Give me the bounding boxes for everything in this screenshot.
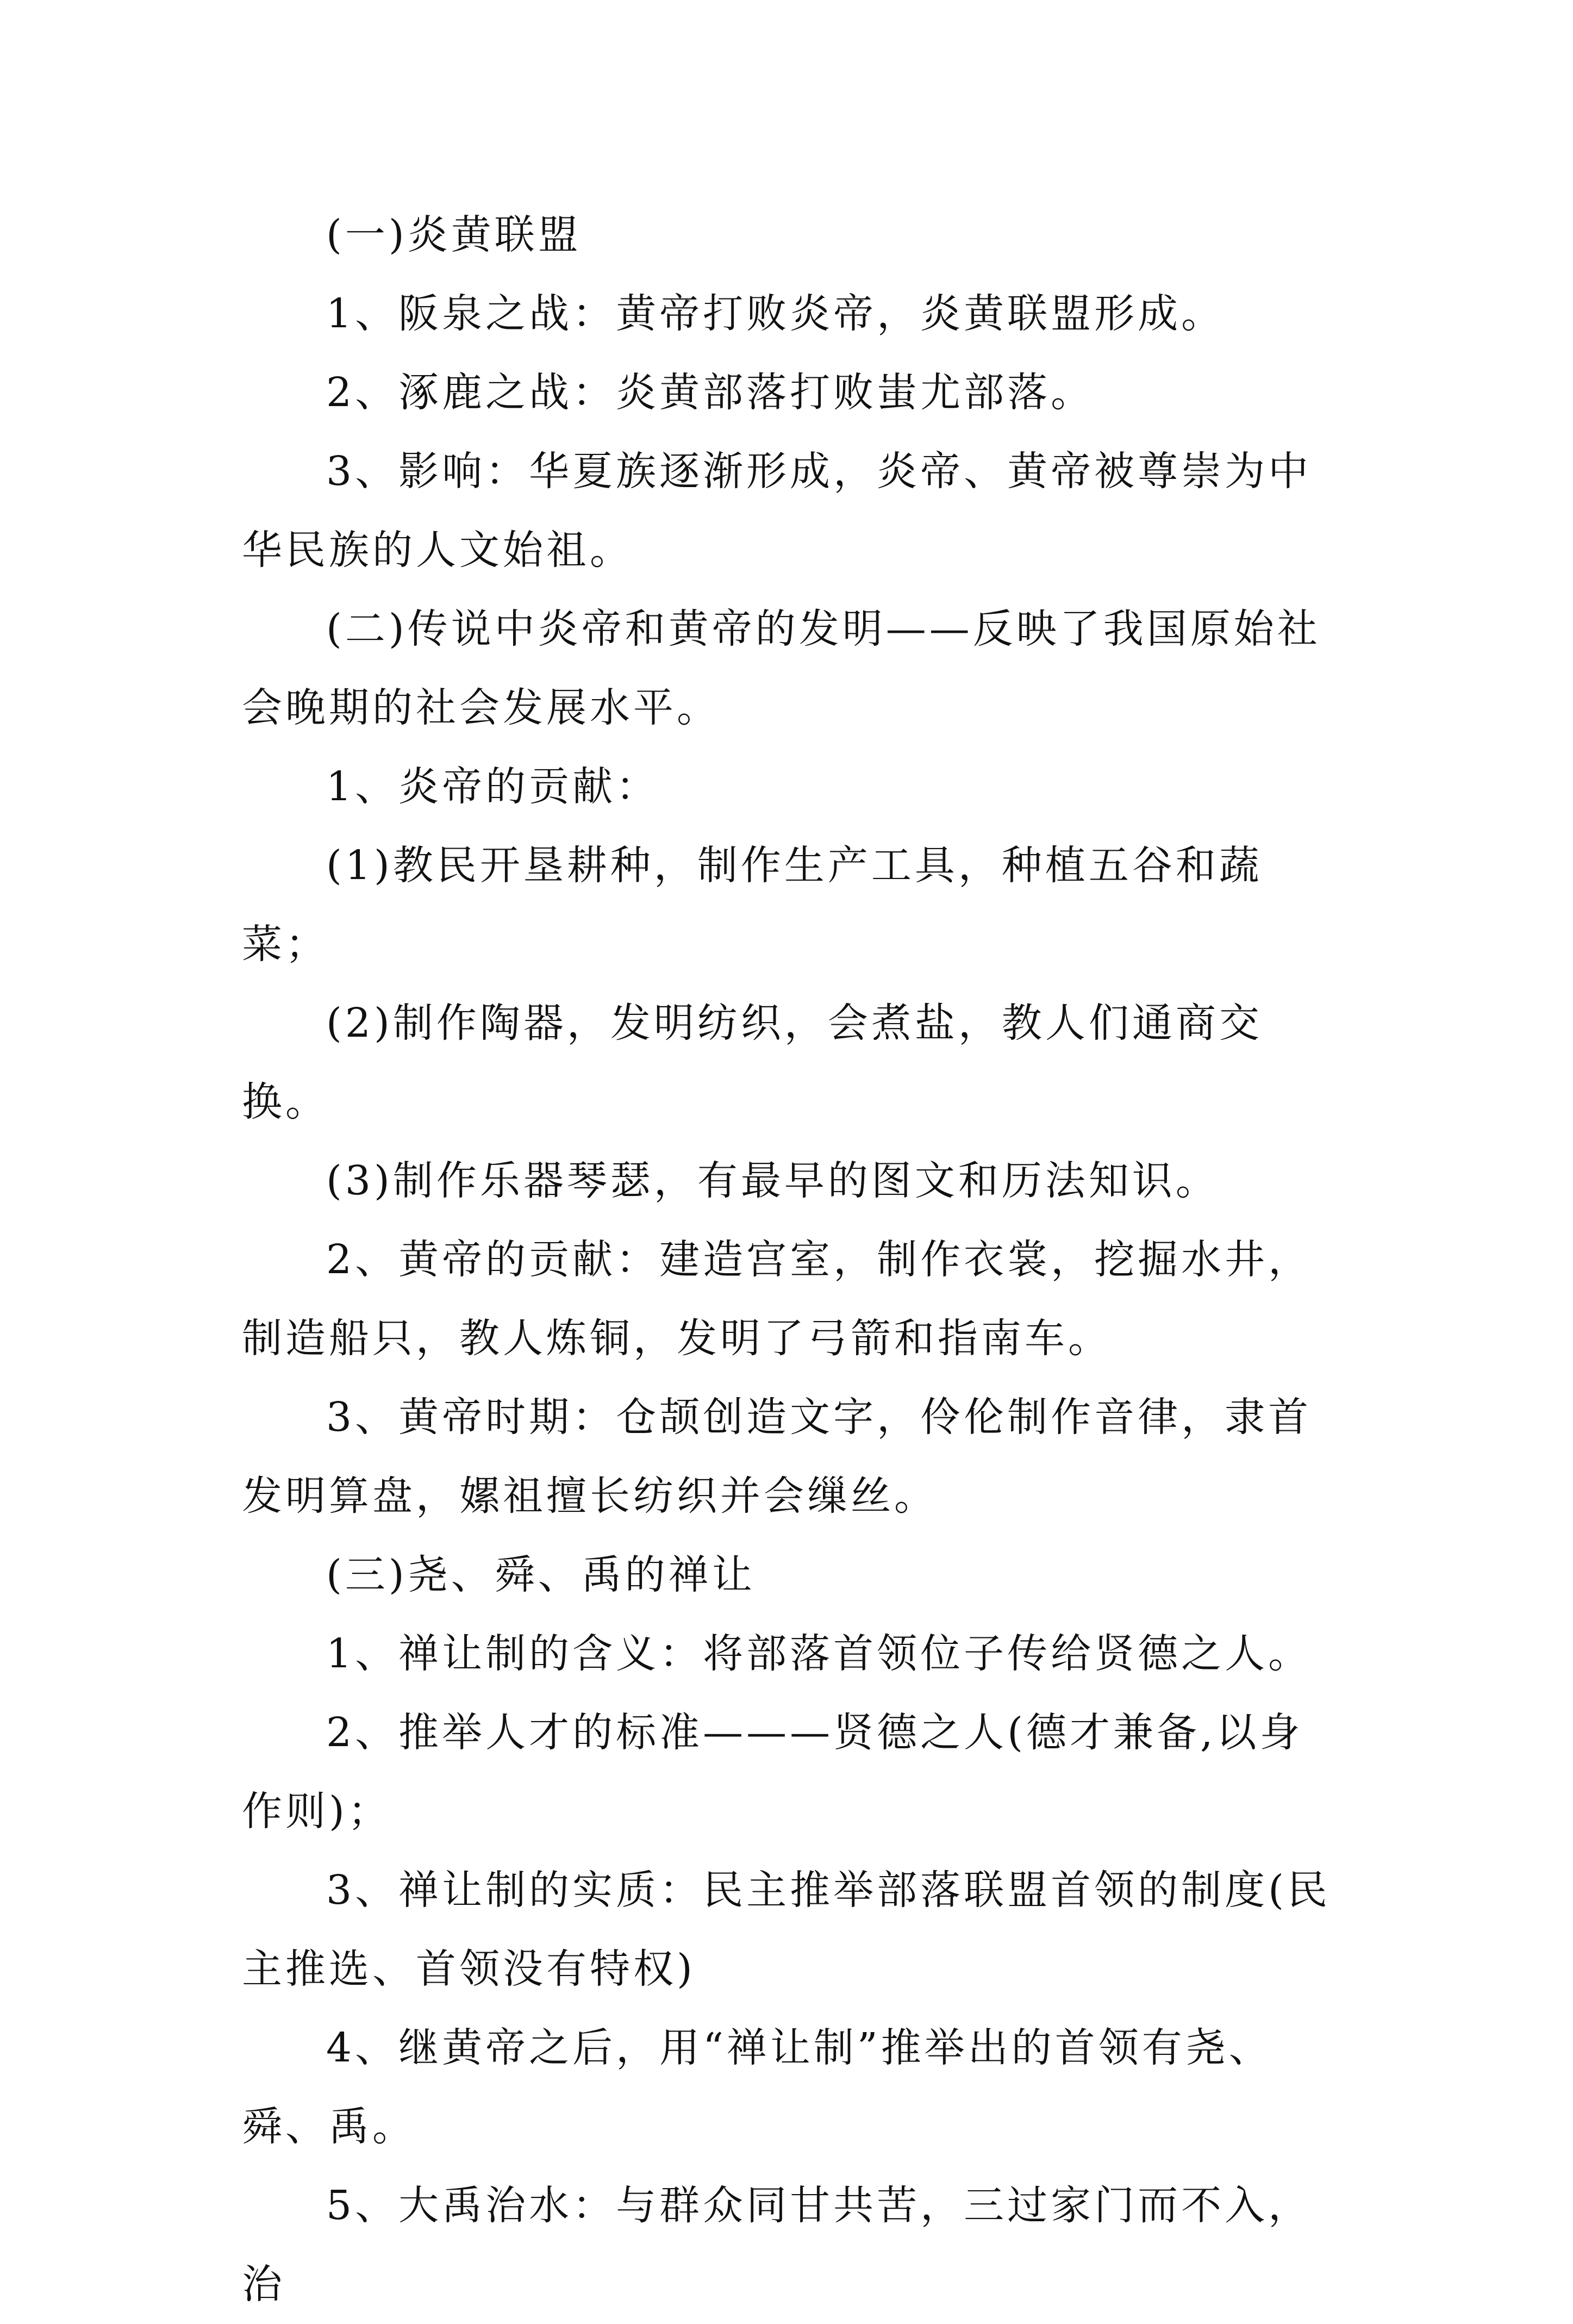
paragraph-zhuolu-battle: 2、涿鹿之战：炎黄部落打败蚩尤部落。 [326, 369, 1095, 416]
list-item-farming: (1)教民开垦耕种，制作生产工具，种植五谷和蔬菜； [242, 842, 1263, 968]
list-item-instruments: (3)制作乐器琴瑟，有最早的图文和历法知识。 [326, 1157, 1219, 1204]
paragraph-influence: 3、影响：华夏族逐渐形成，炎帝、黄帝被尊崇为中华民族的人文始祖。 [242, 448, 1312, 574]
section-heading-abdication: (三)尧、舜、禹的禅让 [326, 1552, 756, 1598]
section-heading-inventions: (二)传说中炎帝和黄帝的发明——反映了我国原始社会晚期的社会发展水平。 [242, 606, 1321, 731]
document-body [242, 196, 1334, 2324]
section-heading-yanhuang-alliance: (一)炎黄联盟 [326, 211, 582, 258]
list-item-pottery: (2)制作陶器，发明纺织，会煮盐，教人们通商交换。 [242, 1000, 1263, 1125]
paragraph-huangdi-contributions: 2、黄帝的贡献：建造宫室，制作衣裳，挖掘水井，制造船只，教人炼铜，发明了弓箭和指南车。 [242, 1236, 1312, 1362]
paragraph-yandi-contributions: 1、炎帝的贡献： [326, 763, 660, 810]
paragraph-dayu-flood-control: 5、大禹治水：与群众同甘共苦，三过家门而不入，治 [242, 2182, 1312, 2308]
paragraph-banquan-battle: 1、阪泉之战：黄帝打败炎帝，炎黄联盟形成。 [326, 290, 1225, 337]
paragraph-abdication-essence: 3、禅让制的实质：民主推举部落联盟首领的制度(民主推选、首领没有特权) [242, 1867, 1331, 1992]
paragraph-successors: 4、继黄帝之后，用“禅让制”推举出的首领有尧、舜、禹。 [242, 2024, 1272, 2150]
paragraph-abdication-meaning: 1、禅让制的含义：将部落首领位子传给贤德之人。 [326, 1630, 1312, 1677]
paragraph-huangdi-period: 3、黄帝时期：仓颉创造文字，伶伦制作音律，隶首发明算盘，嫘祖擅长纺织并会缫丝。 [242, 1394, 1312, 1519]
paragraph-selection-standard: 2、推举人才的标准———贤德之人(德才兼备,以身作则)； [242, 1709, 1303, 1835]
